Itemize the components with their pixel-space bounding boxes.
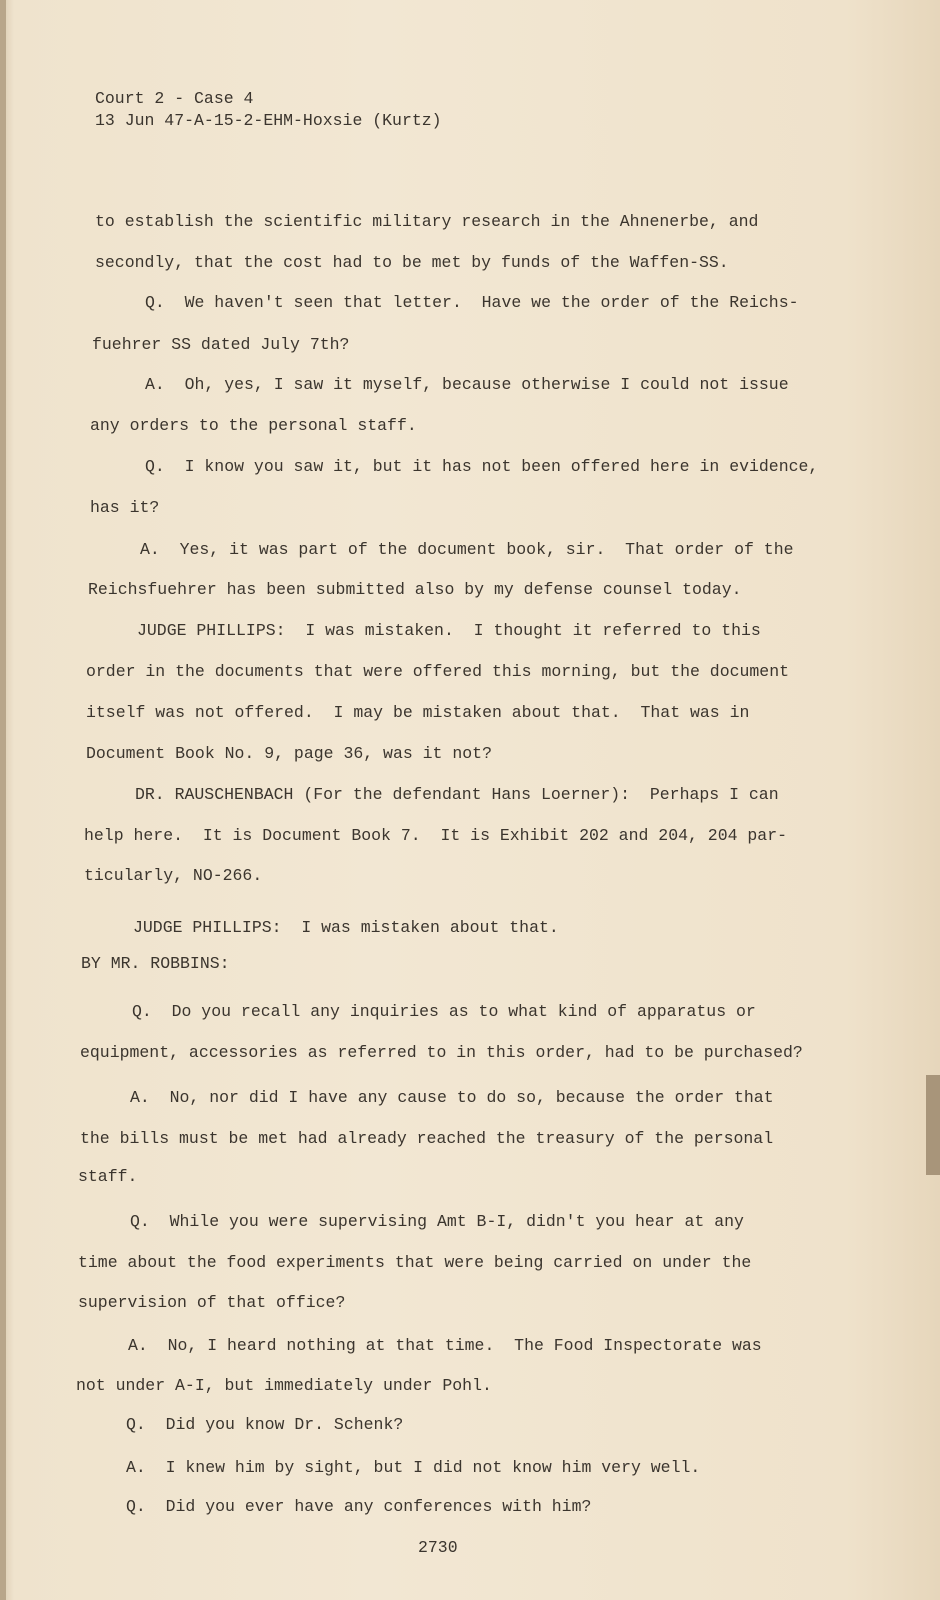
header-line-session: 13 Jun 47-A-15-2-EHM-Hoxsie (Kurtz) <box>95 111 442 130</box>
transcript-line: equipment, accessories as referred to in this order, had to be purchased? <box>80 1043 803 1062</box>
transcript-line: fuehrer SS dated July 7th? <box>92 335 350 354</box>
transcript-line: secondly, that the cost had to be met by funds of the Waffen-SS. <box>95 253 729 272</box>
header-line-court: Court 2 - Case 4 <box>95 89 254 108</box>
transcript-line: A. I knew him by sight, but I did not know him very well. <box>126 1458 701 1477</box>
page-number: 2730 <box>418 1538 458 1557</box>
transcript-line: Document Book No. 9, page 36, was it not? <box>86 744 492 763</box>
transcript-line: BY MR. ROBBINS: <box>81 954 230 973</box>
transcript-line: A. No, nor did I have any cause to do so, because the order that <box>130 1088 774 1107</box>
case-header <box>95 88 442 132</box>
transcript-line: supervision of that office? <box>78 1293 346 1312</box>
transcript-line: Q. Did you know Dr. Schenk? <box>126 1415 404 1434</box>
transcript-line: staff. <box>78 1167 138 1186</box>
transcript-line: to establish the scientific military research in the Ahnenerbe, and <box>95 212 759 231</box>
transcript-line: A. Yes, it was part of the document book, sir. That order of the <box>140 540 794 559</box>
transcript-line: any orders to the personal staff. <box>90 416 417 435</box>
transcript-line: A. No, I heard nothing at that time. The Food Inspectorate was <box>128 1336 762 1355</box>
transcript-line: not under A-I, but immediately under Pohl. <box>76 1376 492 1395</box>
transcript-line: Q. I know you saw it, but it has not been offered here in evidence, <box>145 457 819 476</box>
transcript-line: JUDGE PHILLIPS: I was mistaken about that. <box>133 918 559 937</box>
transcript-line: A. Oh, yes, I saw it myself, because otherwise I could not issue <box>145 375 789 394</box>
transcript-line: time about the food experiments that were being carried on under the <box>78 1253 752 1272</box>
transcript-line: Q. While you were supervising Amt B-I, didn't you hear at any <box>130 1212 744 1231</box>
transcript-line: Q. Did you ever have any conferences with him? <box>126 1497 592 1516</box>
transcript-line: Reichsfuehrer has been submitted also by my defense counsel today. <box>88 580 742 599</box>
transcript-line: the bills must be met had already reached the treasury of the personal <box>80 1129 774 1148</box>
transcript-line: JUDGE PHILLIPS: I was mistaken. I thought it referred to this <box>137 621 761 640</box>
transcript-line: Q. Do you recall any inquiries as to what kind of apparatus or <box>132 1002 756 1021</box>
transcript-line: order in the documents that were offered this morning, but the document <box>86 662 790 681</box>
transcript-line: has it? <box>90 498 160 517</box>
transcript-line: itself was not offered. I may be mistaken about that. That was in <box>86 703 750 722</box>
transcript-line: help here. It is Document Book 7. It is Exhibit 202 and 204, 204 par- <box>84 826 788 845</box>
transcript-line: ticularly, NO-266. <box>84 866 263 885</box>
transcript-line: DR. RAUSCHENBACH (For the defendant Hans Loerner): Perhaps I can <box>135 785 779 804</box>
transcript-line: Q. We haven't seen that letter. Have we the order of the Reichs- <box>145 293 799 312</box>
